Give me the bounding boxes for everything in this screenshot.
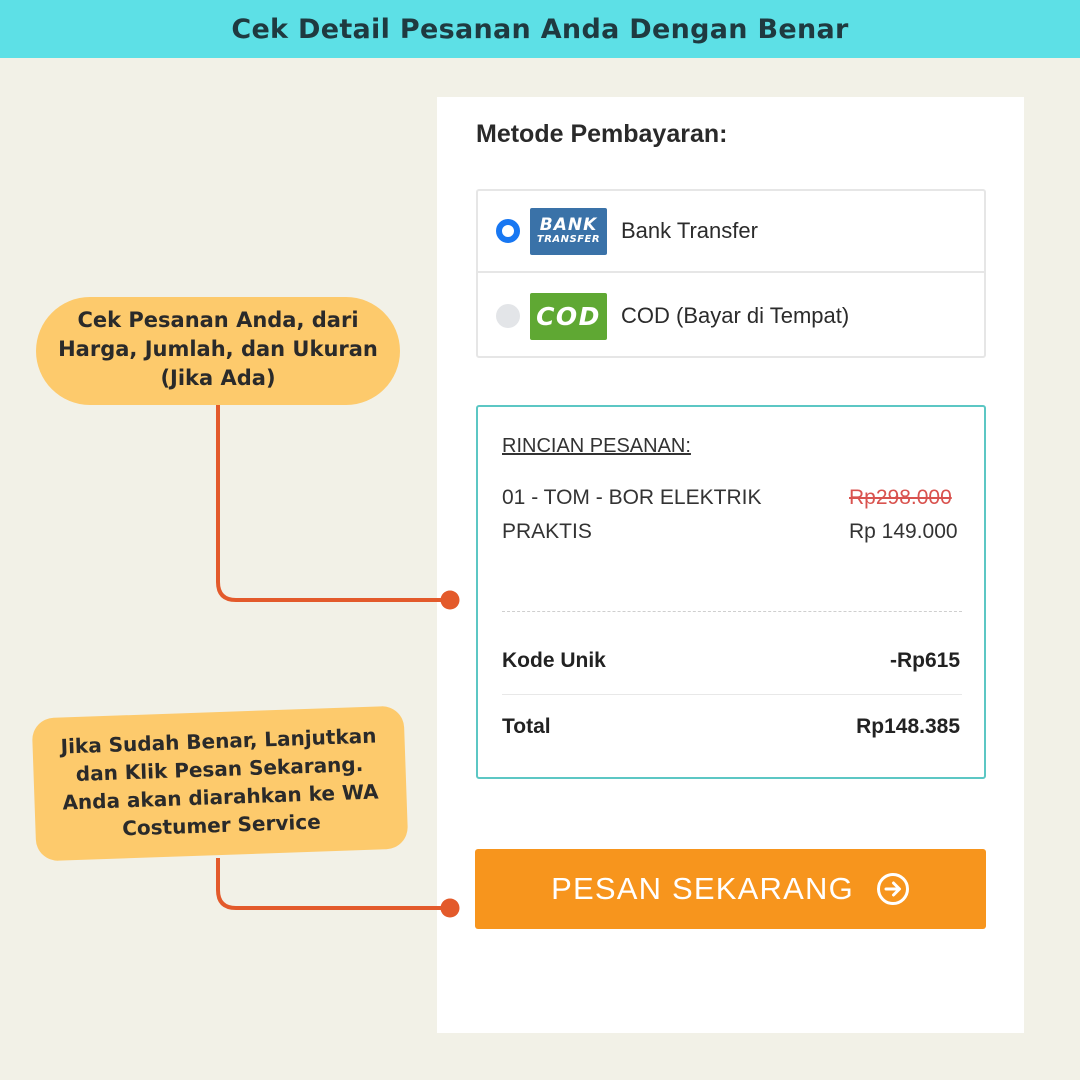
- order-now-button[interactable]: [475, 849, 986, 929]
- payment-option-label: COD (Bayar di Tempat): [621, 303, 850, 328]
- payment-option-cod[interactable]: [478, 275, 984, 357]
- total-label: Total: [502, 715, 551, 738]
- payment-option-bank-transfer[interactable]: [478, 191, 984, 273]
- order-details-title: RINCIAN PESANAN:: [502, 435, 691, 457]
- unique-code-label: Kode Unik: [502, 649, 606, 672]
- divider: [502, 694, 962, 695]
- item-name: 01 - TOM - BOR ELEKTRIK PRAKTIS: [502, 486, 762, 543]
- top-banner: [0, 0, 1080, 58]
- divider: [502, 611, 962, 612]
- unique-code-value: -Rp615: [889, 649, 960, 672]
- payment-option-label: Bank Transfer: [621, 218, 758, 243]
- arrow-right-circle-icon: [876, 872, 910, 906]
- connector-line-button: [218, 858, 450, 908]
- order-details: [476, 405, 986, 779]
- banner-title: Cek Detail Pesanan Anda Dengan Benar: [231, 13, 849, 45]
- total-value: Rp148.385: [856, 715, 960, 738]
- callout-check-order: Cek Pesanan Anda, dari Harga, Jumlah, dan Ukuran (Jika Ada): [36, 297, 400, 405]
- order-now-label: PESAN SEKARANG: [551, 871, 854, 906]
- bank-transfer-logo: BANK TRANSFER: [530, 208, 607, 255]
- radio-selected-icon[interactable]: [496, 219, 520, 243]
- discounted-price: Rp 149.000: [849, 520, 958, 543]
- radio-unselected-icon[interactable]: [496, 304, 520, 328]
- original-price: Rp298.000: [849, 486, 952, 509]
- cod-logo: COD: [530, 293, 607, 340]
- callout-confirm-order: Jika Sudah Benar, Lanjutkan dan Klik Pesan Sekarang. Anda akan diarahkan ke WA Costumer Service: [32, 706, 409, 862]
- connector-line-order: [218, 405, 450, 600]
- payment-method-title: Metode Pembayaran:: [476, 120, 728, 148]
- payment-options: [476, 189, 986, 358]
